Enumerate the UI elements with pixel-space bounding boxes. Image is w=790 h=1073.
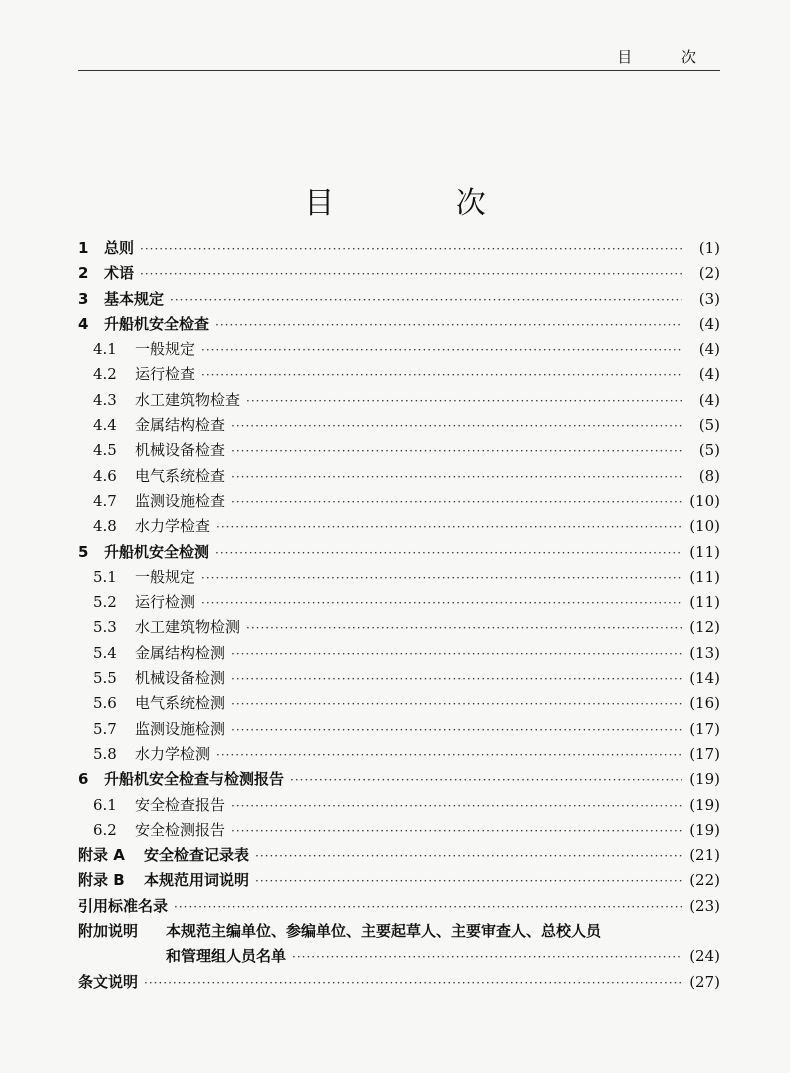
toc-entry-page: (1): [698, 239, 720, 257]
toc-entry-title: 监测设施检测: [135, 719, 226, 738]
toc-entry-number: 4: [78, 314, 89, 333]
toc-entry-title: 引用标准名录: [78, 896, 169, 915]
toc-entry-page: (10): [689, 491, 720, 510]
toc-entry-title: 电气系统检测: [135, 694, 226, 713]
toc-entry[interactable]: [78, 894, 720, 919]
toc-entry-page: (4): [698, 314, 720, 333]
toc-entry-page: (21): [689, 846, 720, 865]
header-rule: [78, 70, 720, 71]
toc-entry[interactable]: [78, 742, 720, 767]
toc-entry-number: 附录 B: [78, 871, 125, 890]
toc-leader-dots: [201, 566, 682, 591]
toc-entry-page: (14): [689, 669, 720, 688]
toc-entry-title: 本规范主编单位、参编单位、主要起草人、主要审查人、总校人员: [166, 922, 602, 941]
toc-entry-number: 5.6: [93, 694, 117, 713]
toc-entry-page: (11): [689, 542, 720, 561]
toc-entry[interactable]: [78, 590, 720, 615]
toc-entry-number: 5: [78, 542, 89, 561]
toc-entry-number: 1: [78, 239, 89, 257]
toc-entry-page: (4): [698, 390, 720, 409]
toc-leader-dots: [215, 313, 682, 338]
toc-entry-page: (11): [689, 567, 720, 586]
toc-entry[interactable]: [78, 818, 720, 843]
toc-leader-dots: [201, 363, 682, 388]
toc-entry-number: 6.2: [93, 820, 117, 839]
toc-entry-page: (17): [689, 719, 720, 738]
toc-entry-title: 升船机安全检查与检测报告: [104, 770, 285, 789]
toc-leader-dots: [201, 591, 682, 616]
toc-entry-title: 一般规定: [135, 340, 196, 359]
toc-entry-title: 金属结构检测: [135, 643, 226, 662]
toc-entry-page: (24): [689, 947, 720, 966]
toc-entry-extra-line1[interactable]: [78, 919, 720, 944]
toc-entry-title: 本规范用词说明: [144, 871, 250, 890]
toc-entry-number: 5.7: [93, 719, 117, 738]
toc-entry-page: (19): [689, 795, 720, 814]
running-header: 目 次: [617, 48, 718, 66]
toc-leader-dots: [140, 237, 682, 262]
toc-leader-dots: [144, 971, 682, 996]
toc-leader-dots: [290, 768, 682, 793]
toc-entry[interactable]: [78, 843, 720, 868]
toc-leader-dots: [231, 794, 682, 819]
toc-entry-title: 安全检查记录表: [144, 846, 250, 865]
toc-entry-page: (16): [689, 694, 720, 713]
toc-entry-number: 5.1: [93, 567, 117, 586]
toc-entry-title: 运行检查: [135, 365, 196, 384]
toc-entry-title: 金属结构检查: [135, 416, 226, 435]
toc-entry[interactable]: [78, 388, 720, 413]
toc-entry-number: 3: [78, 289, 89, 308]
toc-entry-number: 5.2: [93, 593, 117, 612]
toc-entry-number: 附录 A: [78, 846, 125, 865]
toc-entry[interactable]: [78, 767, 720, 792]
toc-leader-dots: [231, 465, 682, 490]
toc-entry-number: 4.7: [93, 491, 117, 510]
toc-entry-page: (12): [689, 618, 720, 637]
toc-leader-dots: [231, 819, 682, 844]
toc-entry-page: (11): [689, 593, 720, 612]
toc-leader-dots: [231, 718, 682, 743]
toc-entry-title: 水力学检测: [135, 744, 211, 763]
toc-entry[interactable]: [78, 362, 720, 387]
toc-leader-dots: [201, 338, 682, 363]
toc-entry-notes[interactable]: [78, 970, 720, 995]
toc-entry-number: 5.3: [93, 618, 117, 637]
toc-entry-number: 4.4: [93, 416, 117, 435]
toc-entry-title: 机械设备检测: [135, 669, 226, 688]
toc-entry-number: 附加说明: [78, 922, 139, 941]
toc-entry[interactable]: [78, 413, 720, 438]
toc-entry-title: 安全检测报告: [135, 820, 226, 839]
toc-entry-page: (8): [698, 466, 720, 485]
toc-leader-dots: [170, 288, 682, 313]
toc-entry[interactable]: [78, 312, 720, 337]
toc-entry[interactable]: [78, 438, 720, 463]
toc-entry-page: (27): [689, 972, 720, 991]
toc-entry-title: 升船机安全检测: [104, 542, 210, 561]
toc-leader-dots: [215, 541, 682, 566]
toc-entry-page: (19): [689, 770, 720, 789]
toc-leader-dots: [292, 945, 682, 970]
toc-entry-number: 5.8: [93, 744, 117, 763]
toc-entry-title: 安全检查报告: [135, 795, 226, 814]
toc-entry-extra-line2[interactable]: [78, 944, 720, 969]
toc-entry[interactable]: [78, 565, 720, 590]
toc-leader-dots: [174, 895, 682, 920]
toc-entry-page: (4): [698, 340, 720, 359]
toc-leader-dots: [231, 692, 682, 717]
toc-entry[interactable]: [78, 540, 720, 565]
toc-entry-page: (3): [698, 289, 720, 308]
toc-entry-title: 水工建筑物检测: [135, 618, 241, 637]
toc-entry[interactable]: [78, 514, 720, 539]
toc-entry[interactable]: [78, 287, 720, 312]
toc-leader-dots: [255, 869, 682, 894]
toc-entry-title: 总则: [104, 239, 135, 257]
toc-entry[interactable]: [78, 615, 720, 640]
toc-entry-title: 水力学检查: [135, 517, 211, 536]
toc-entry[interactable]: [78, 236, 720, 261]
toc-leader-dots: [231, 439, 682, 464]
toc-entry-number: 4.3: [93, 390, 117, 409]
toc-leader-dots: [231, 642, 682, 667]
toc-leader-dots: [246, 389, 682, 414]
toc-leader-dots: [231, 414, 682, 439]
toc-entry-number: 5.4: [93, 643, 117, 662]
toc-entry-page: (5): [698, 416, 720, 435]
toc-entry-title: 和管理组人员名单: [166, 947, 287, 966]
toc-entry-title: 条文说明: [78, 972, 139, 991]
toc-entry-number: 4.5: [93, 441, 117, 460]
toc-entry[interactable]: [78, 666, 720, 691]
toc-entry-page: (5): [698, 441, 720, 460]
toc-entry-page: (4): [698, 365, 720, 384]
toc-entry[interactable]: [78, 717, 720, 742]
toc-entry-page: (22): [689, 871, 720, 890]
toc-entry-title: 监测设施检查: [135, 491, 226, 510]
toc-entry-page: (19): [689, 820, 720, 839]
toc-entry-page: (10): [689, 517, 720, 536]
toc-entry-title: 术语: [104, 264, 135, 283]
toc-entry-number: 4.8: [93, 517, 117, 536]
toc-entry-title: 一般规定: [135, 567, 196, 586]
toc-entry-number: 4.1: [93, 340, 117, 359]
toc-entry[interactable]: [78, 489, 720, 514]
toc-entry[interactable]: [78, 868, 720, 893]
toc-entry-number: 5.5: [93, 669, 117, 688]
toc-leader-dots: [246, 616, 682, 641]
toc-entry-title: 运行检测: [135, 593, 196, 612]
toc-entry-page: (13): [689, 643, 720, 662]
toc-entry-number: 6: [78, 770, 89, 789]
toc-leader-dots: [216, 515, 682, 540]
table-of-contents: [78, 236, 720, 995]
toc-entry[interactable]: [78, 691, 720, 716]
toc-leader-dots: [255, 844, 682, 869]
page-title: 目 次: [304, 186, 542, 221]
toc-entry-number: 4.2: [93, 365, 117, 384]
toc-entry-title: 升船机安全检查: [104, 314, 210, 333]
toc-entry-title: 基本规定: [104, 289, 165, 308]
toc-leader-dots: [216, 743, 682, 768]
toc-entry[interactable]: [78, 261, 720, 286]
toc-entry-page: (2): [698, 264, 720, 283]
toc-entry-title: 机械设备检查: [135, 441, 226, 460]
toc-entry-number: 4.6: [93, 466, 117, 485]
toc-entry[interactable]: [78, 793, 720, 818]
toc-leader-dots: [231, 667, 682, 692]
toc-entry-page: (17): [689, 744, 720, 763]
toc-entry[interactable]: [78, 464, 720, 489]
toc-leader-dots: [140, 262, 682, 287]
toc-entry[interactable]: [78, 641, 720, 666]
toc-leader-dots: [231, 490, 682, 515]
toc-entry-number: 2: [78, 264, 89, 283]
toc-entry[interactable]: [78, 337, 720, 362]
toc-entry-number: 6.1: [93, 795, 117, 814]
toc-entry-title: 电气系统检查: [135, 466, 226, 485]
toc-entry-title: 水工建筑物检查: [135, 390, 241, 409]
toc-entry-page: (23): [689, 896, 720, 915]
